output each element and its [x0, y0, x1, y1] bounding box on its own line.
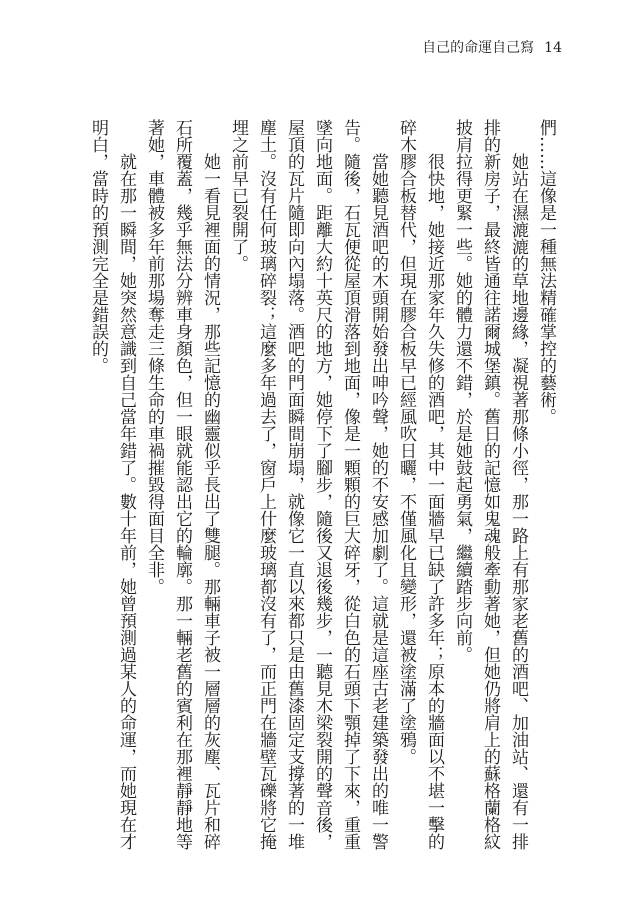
text-line: 墜向地面。距離大約十英尺的地方，她停下了腳步，隨後又退後幾步，一聽見木梁裂開的聲音後，	[312, 119, 332, 850]
text-line: 排的新房子，最終皆通往諾爾城堡鎮。舊日的記憶如鬼魂般牽動著她，但她仍將肩上的蘇格蘭格紋	[480, 119, 500, 850]
text-line: 當她聽見酒吧的木頭開始發出呻吟聲，她的不安感加劇了。這就是這座古老建築發出的唯一警	[368, 153, 388, 850]
text-line: 就在那一瞬間，她突然意識到自己當年錯了。數十年前，她曾預測過某人的命運，而她現在才	[116, 153, 136, 850]
text-line: 屋頂的瓦片隨即向內塌落。酒吧的門面瞬間崩塌，就像它一直以來都只是由舊漆固定支撐著的一堆	[284, 119, 304, 850]
paragraph	[84, 119, 140, 850]
paragraph	[532, 119, 560, 850]
text-line: 塵土。沒有任何玻璃碎裂；這麼多年過去了，窗戶上什麼玻璃都沒有了，而正門在牆壁瓦礫將它掩	[256, 119, 276, 850]
text-line: 埋之前早已裂開了。	[228, 119, 248, 272]
body-text	[84, 119, 560, 850]
text-line: 石所覆蓋，幾乎無法分辨車身顏色，但一眼就能認出它的輪廓。那一輛老舊的賓利在那裡靜靜地等	[172, 119, 192, 850]
text-line: 明白，當時的預測完全是錯誤的。	[88, 119, 108, 374]
page-number: 14	[544, 40, 562, 56]
text-line: 們……這像是一種無法精確掌控的藝術。	[536, 119, 556, 425]
text-line: 披肩拉得更緊一些。她的體力還不錯，於是她鼓起勇氣，繼續踏步向前。	[452, 119, 472, 663]
text-line: 告。隨後，石瓦便從屋頂滑落到地面，像是一顆顆的巨大碎牙，從白色的石頭下顎掉了下來，重重	[340, 119, 360, 850]
paragraph	[140, 119, 224, 850]
text-line: 她一看見裡面的情況，那些記憶的幽靈似乎長出了雙腿。那輛車子被一層層的灰塵、瓦片和碎	[200, 153, 220, 850]
text-line: 她站在濕漉漉的草地邊緣，凝視著那條小徑，那一路上有那家老舊的酒吧、加油站、還有一排	[508, 153, 528, 850]
paragraph	[392, 119, 448, 850]
text-line: 著她，車體被多年前那場奪走三條生命的車禍摧毀得面目全非。	[144, 119, 164, 595]
paragraph	[448, 119, 532, 850]
text-line: 很快地，她接近那家年久失修的酒吧，其中一面牆早已缺了許多年；原本的牆面以不堪一擊的	[424, 153, 444, 850]
chapter-title: 自己的命運自己寫	[422, 40, 535, 56]
text-line: 碎木膠合板替代，但現在膠合板早已經風吹日曬，不僅風化且變形，還被塗滿了塗鴉。	[396, 119, 416, 765]
running-head	[422, 40, 562, 56]
paragraph	[224, 119, 392, 850]
